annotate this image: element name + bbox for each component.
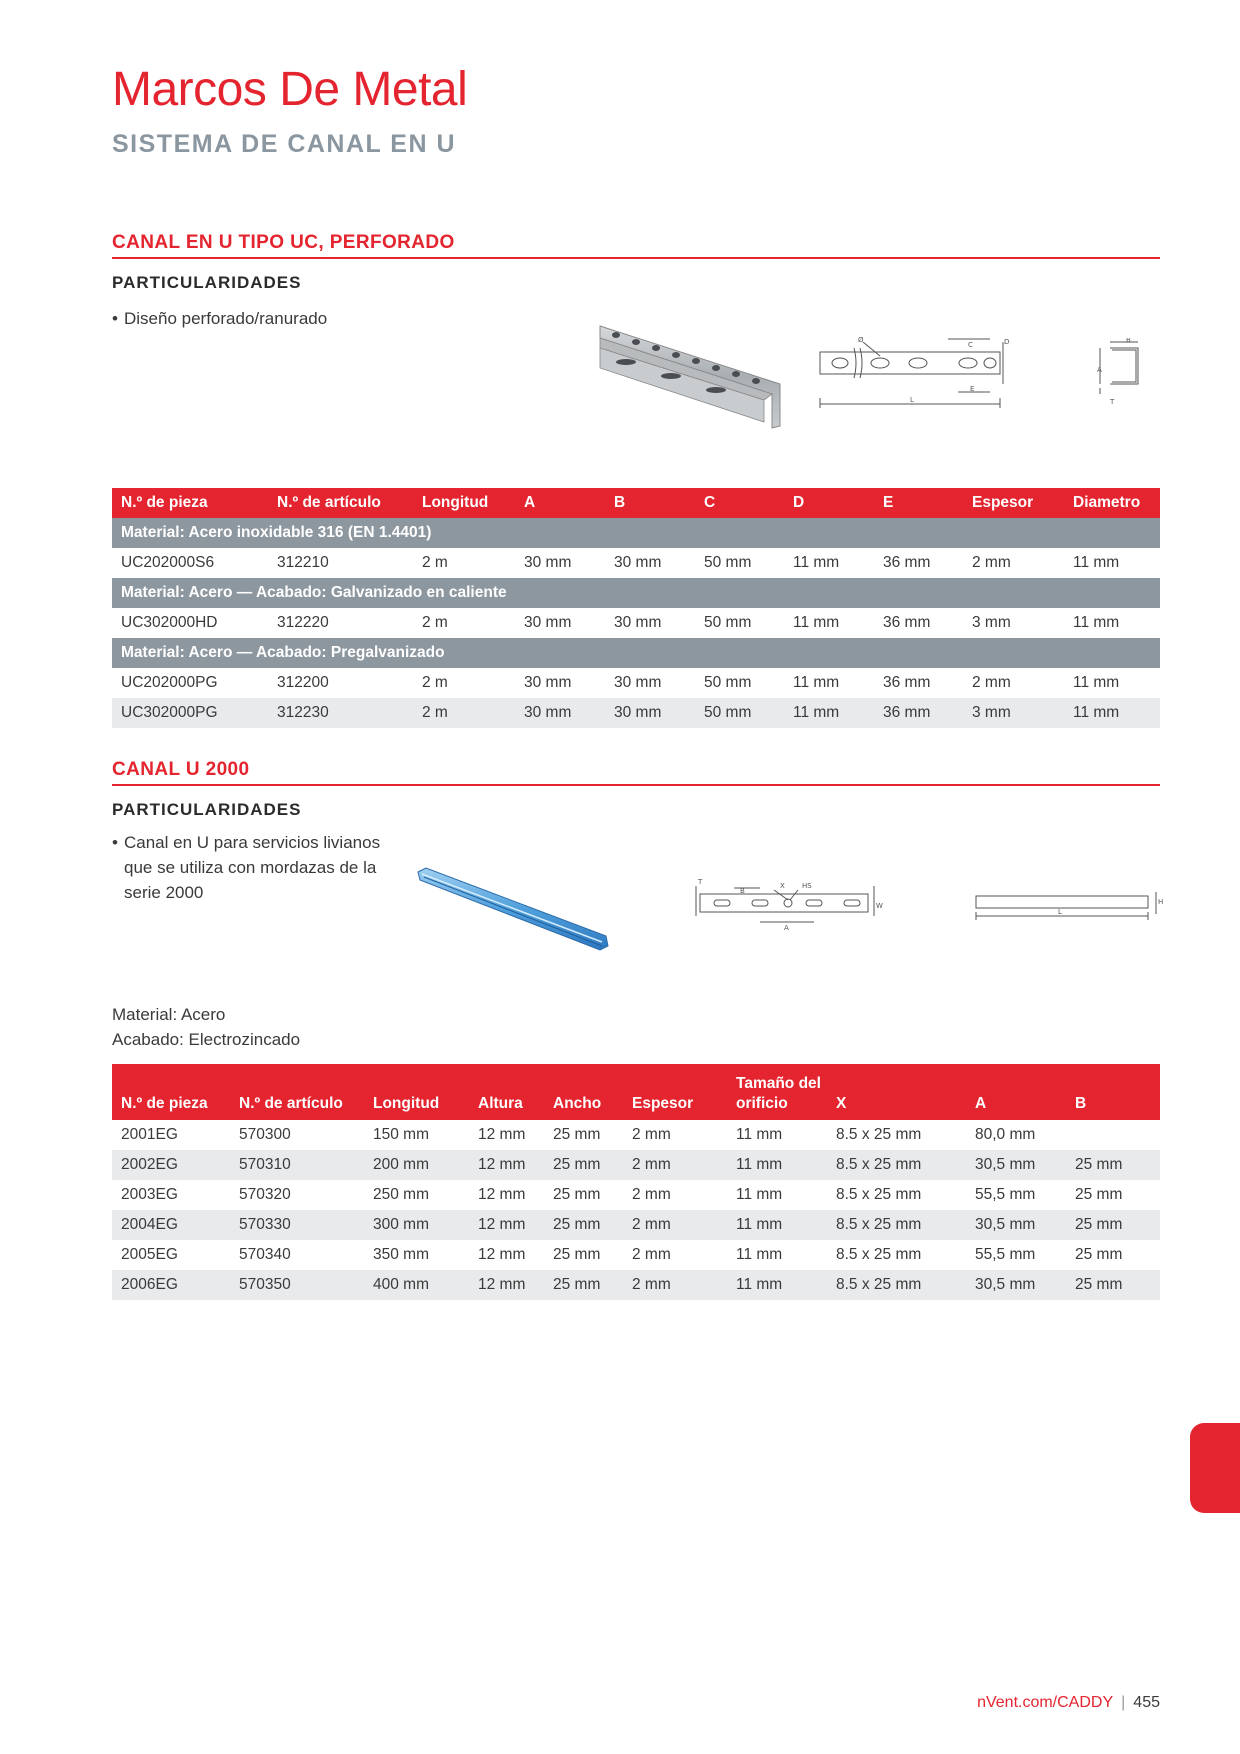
uc-profile-diagram xyxy=(1096,338,1162,406)
table-cell: 2 mm xyxy=(632,1126,671,1143)
material-group-label: Material: Acero — Acabado: Pregalvanizado xyxy=(112,638,1160,668)
table-cell: 2 mm xyxy=(623,1270,727,1300)
table-cell: 11 mm xyxy=(793,674,840,691)
table-cell: 312220 xyxy=(277,614,329,631)
diagram-label-d: D xyxy=(1004,338,1010,346)
table-cell: 570350 xyxy=(230,1270,364,1300)
table-cell: 50 mm xyxy=(704,674,752,691)
col-header: Espesor xyxy=(623,1064,727,1120)
table-cell: 2003EG xyxy=(121,1186,178,1203)
table-cell: 2005EG xyxy=(121,1246,178,1263)
feature-text: Diseño perforado/ranurado xyxy=(124,309,328,328)
col-header: X xyxy=(827,1064,966,1120)
table-cell: 30,5 mm xyxy=(966,1150,1066,1180)
table-cell: 8.5 x 25 mm xyxy=(827,1150,966,1180)
diagram-label-c: C xyxy=(968,341,973,349)
table-cell: 25 mm xyxy=(1075,1186,1123,1203)
diagram-label-hs: HS xyxy=(802,882,812,890)
table-cell: 12 mm xyxy=(478,1246,526,1263)
table-cell: 50 mm xyxy=(704,614,752,631)
table-cell: 12 mm xyxy=(469,1270,544,1300)
table-cell: 11 mm xyxy=(1064,698,1160,728)
table-cell: 11 mm xyxy=(736,1246,783,1263)
table-cell: 55,5 mm xyxy=(975,1186,1036,1203)
material-group-label: Material: Acero inoxidable 316 (EN 1.4401) xyxy=(112,518,1160,548)
table-row xyxy=(112,1210,1160,1240)
chapter-tab xyxy=(1190,1423,1240,1513)
col-header: N.º de artículo xyxy=(230,1064,364,1120)
diagram-label-h: H xyxy=(1158,898,1164,906)
diagram-label-t: T xyxy=(1110,398,1115,406)
table-cell: 11 mm xyxy=(736,1186,783,1203)
diagram-label-l: L xyxy=(1058,908,1062,916)
table-cell: 11 mm xyxy=(727,1150,827,1180)
table-cell: 30 mm xyxy=(524,674,572,691)
table-cell: 11 mm xyxy=(727,1270,827,1300)
table-cell: 11 mm xyxy=(1073,614,1120,631)
diagram-label-a: A xyxy=(1097,366,1102,374)
material-text: Material: Acero xyxy=(112,1005,226,1024)
table-row xyxy=(112,698,1160,728)
col-header: D xyxy=(784,488,874,518)
material-group-label: Material: Acero — Acabado: Galvanizado en caliente xyxy=(112,578,1160,608)
col-header: Altura xyxy=(469,1064,544,1120)
table-cell: 2 mm xyxy=(632,1186,671,1203)
table-cell: UC302000PG xyxy=(112,698,268,728)
table-cell: 312200 xyxy=(277,674,329,691)
table-cell: 36 mm xyxy=(883,554,931,571)
table-cell: 12 mm xyxy=(469,1150,544,1180)
col-header: N.º de pieza xyxy=(112,1064,230,1120)
table-cell: 312230 xyxy=(268,698,413,728)
diagram-label-a: A xyxy=(784,924,789,932)
table-cell: UC202000PG xyxy=(121,674,218,691)
footer-site-link[interactable]: nVent.com/CADDY xyxy=(977,1694,1114,1711)
table-cell: 12 mm xyxy=(469,1210,544,1240)
table-row xyxy=(112,668,1160,698)
table-row xyxy=(112,1180,1160,1210)
table-cell: 570310 xyxy=(230,1150,364,1180)
table-cell: 2 m xyxy=(422,614,448,631)
footer xyxy=(977,1694,1160,1712)
diagram-label-w: W xyxy=(876,902,883,910)
col-header: N.º de artículo xyxy=(268,488,413,518)
u2000-channel-image xyxy=(416,862,612,954)
table-cell: 30,5 mm xyxy=(966,1210,1066,1240)
uc-front-view-diagram xyxy=(818,334,1018,410)
table-cell: 30,5 mm xyxy=(966,1270,1066,1300)
table-cell: 570300 xyxy=(239,1126,291,1143)
col-header: E xyxy=(874,488,963,518)
table-row xyxy=(112,608,1160,638)
table-cell: 2 m xyxy=(422,554,448,571)
uc-channel-image xyxy=(596,322,786,432)
diagram-label-l: L xyxy=(910,396,914,404)
col-header: N.º de pieza xyxy=(112,488,268,518)
table-cell: 55,5 mm xyxy=(975,1246,1036,1263)
table-row xyxy=(112,548,1160,578)
col-header: Espesor xyxy=(963,488,1064,518)
table-cell: 25 mm xyxy=(544,1210,623,1240)
table-cell: 2 mm xyxy=(972,554,1011,571)
u2000-spec-table xyxy=(112,1064,1160,1300)
table-cell: 36 mm xyxy=(883,674,931,691)
table-cell: 2006EG xyxy=(112,1270,230,1300)
material-group-row xyxy=(112,578,1160,608)
table-cell: 8.5 x 25 mm xyxy=(836,1246,922,1263)
table-cell: 11 mm xyxy=(727,1210,827,1240)
table-cell: 80,0 mm xyxy=(975,1126,1036,1143)
material-group-row xyxy=(112,518,1160,548)
features-heading: PARTICULARIDADES xyxy=(112,273,302,292)
table-cell: 312210 xyxy=(277,554,329,571)
col-header: B xyxy=(1066,1064,1160,1120)
col-header: A xyxy=(966,1064,1066,1120)
table-cell: 36 mm xyxy=(874,698,963,728)
u2000-top-view-diagram xyxy=(694,876,890,932)
table-cell xyxy=(1066,1120,1160,1150)
uc-spec-table xyxy=(112,488,1160,728)
table-cell: 11 mm xyxy=(1073,554,1120,571)
table-cell: 30 mm xyxy=(614,554,662,571)
u2000-side-view-diagram xyxy=(970,890,1166,926)
diagram-label-t: T xyxy=(698,878,703,886)
table-cell: 25 mm xyxy=(1066,1150,1160,1180)
page-subtitle: SISTEMA DE CANAL EN U xyxy=(112,130,457,158)
feature-list xyxy=(112,306,412,331)
table-cell: 350 mm xyxy=(373,1246,429,1263)
table-cell: 30 mm xyxy=(614,674,662,691)
section-divider xyxy=(112,784,1160,786)
feature-text: Canal en U para servicios livianos que se utiliza con mordazas de la serie 2000 xyxy=(124,833,381,902)
table-cell: 300 mm xyxy=(364,1210,469,1240)
table-row xyxy=(112,1150,1160,1180)
table-cell: 25 mm xyxy=(553,1126,601,1143)
page-number: 455 xyxy=(1133,1694,1160,1711)
section-heading-u2000: CANAL U 2000 xyxy=(112,759,250,780)
table-cell: 2 m xyxy=(413,698,515,728)
table-cell: UC302000HD xyxy=(121,614,218,631)
table-cell: 30 mm xyxy=(614,614,662,631)
table-cell: 570320 xyxy=(239,1186,291,1203)
diagram-label-b: B xyxy=(1126,338,1131,344)
col-header: Diametro xyxy=(1064,488,1160,518)
table-cell: 25 mm xyxy=(1066,1210,1160,1240)
col-header: Longitud xyxy=(364,1064,469,1120)
table-cell: 150 mm xyxy=(373,1126,429,1143)
material-group-row xyxy=(112,638,1160,668)
table-cell: 400 mm xyxy=(364,1270,469,1300)
section-divider xyxy=(112,257,1160,259)
table-cell: 250 mm xyxy=(373,1186,429,1203)
feature-list xyxy=(112,830,408,905)
table-cell: 200 mm xyxy=(364,1150,469,1180)
diagram-label-phi: Ø xyxy=(858,336,864,344)
table-cell: 25 mm xyxy=(544,1150,623,1180)
table-cell: 30 mm xyxy=(605,698,695,728)
table-cell: 2001EG xyxy=(121,1126,178,1143)
table-cell: 12 mm xyxy=(478,1126,526,1143)
table-cell: 2002EG xyxy=(112,1150,230,1180)
table-cell: 3 mm xyxy=(963,698,1064,728)
table-cell: 2004EG xyxy=(112,1210,230,1240)
footer-separator: | xyxy=(1121,1694,1126,1711)
section-heading-uc: CANAL EN U TIPO UC, PERFORADO xyxy=(112,232,455,253)
table-cell: 11 mm xyxy=(793,614,840,631)
feature-item: • Diseño perforado/ranurado xyxy=(112,306,412,331)
table-cell: 25 mm xyxy=(553,1246,601,1263)
table-cell: 8.5 x 25 mm xyxy=(836,1126,922,1143)
table-header-row xyxy=(112,488,1160,518)
table-cell: 2 m xyxy=(422,674,448,691)
diagram-label-x: X xyxy=(780,882,785,890)
table-cell: 570330 xyxy=(230,1210,364,1240)
table-row xyxy=(112,1120,1160,1150)
table-cell: 11 mm xyxy=(736,1126,783,1143)
col-header: C xyxy=(695,488,784,518)
diagram-label-e: E xyxy=(970,385,975,393)
table-cell: 25 mm xyxy=(544,1270,623,1300)
table-cell: 570340 xyxy=(239,1246,291,1263)
col-header: A xyxy=(515,488,605,518)
table-cell: 2 mm xyxy=(972,674,1011,691)
table-cell: 2 mm xyxy=(632,1246,671,1263)
table-cell: 36 mm xyxy=(883,614,931,631)
table-header-row xyxy=(112,1064,1160,1120)
table-cell: 8.5 x 25 mm xyxy=(836,1186,922,1203)
table-row xyxy=(112,1270,1160,1300)
table-cell: 50 mm xyxy=(704,554,752,571)
table-cell: 25 mm xyxy=(553,1186,601,1203)
diagram-label-b: B xyxy=(740,887,745,895)
table-row xyxy=(112,1240,1160,1270)
col-header: Tamaño del orificio xyxy=(727,1064,827,1120)
col-header: Ancho xyxy=(544,1064,623,1120)
table-cell: 8.5 x 25 mm xyxy=(827,1210,966,1240)
feature-item: • Canal en U para servicios livianos que se utiliza con mordazas de la serie 2000 xyxy=(112,830,408,905)
table-cell: 2 mm xyxy=(623,1150,727,1180)
table-cell: 11 mm xyxy=(784,698,874,728)
table-cell: 30 mm xyxy=(524,614,572,631)
table-cell: 8.5 x 25 mm xyxy=(827,1270,966,1300)
col-header: Longitud xyxy=(413,488,515,518)
col-header: B xyxy=(605,488,695,518)
table-cell: 50 mm xyxy=(695,698,784,728)
table-cell: 30 mm xyxy=(515,698,605,728)
table-cell: 25 mm xyxy=(1066,1270,1160,1300)
table-cell: 11 mm xyxy=(1073,674,1120,691)
table-cell: 2 mm xyxy=(623,1210,727,1240)
features-heading: PARTICULARIDADES xyxy=(112,800,302,819)
table-cell: 3 mm xyxy=(972,614,1011,631)
table-cell: 30 mm xyxy=(524,554,572,571)
table-cell: 25 mm xyxy=(1075,1246,1123,1263)
page-title: Marcos De Metal xyxy=(112,63,468,116)
table-cell: 12 mm xyxy=(478,1186,526,1203)
table-cell: 11 mm xyxy=(793,554,840,571)
finish-text: Acabado: Electrozincado xyxy=(112,1030,301,1049)
table-cell: UC202000S6 xyxy=(121,554,215,571)
